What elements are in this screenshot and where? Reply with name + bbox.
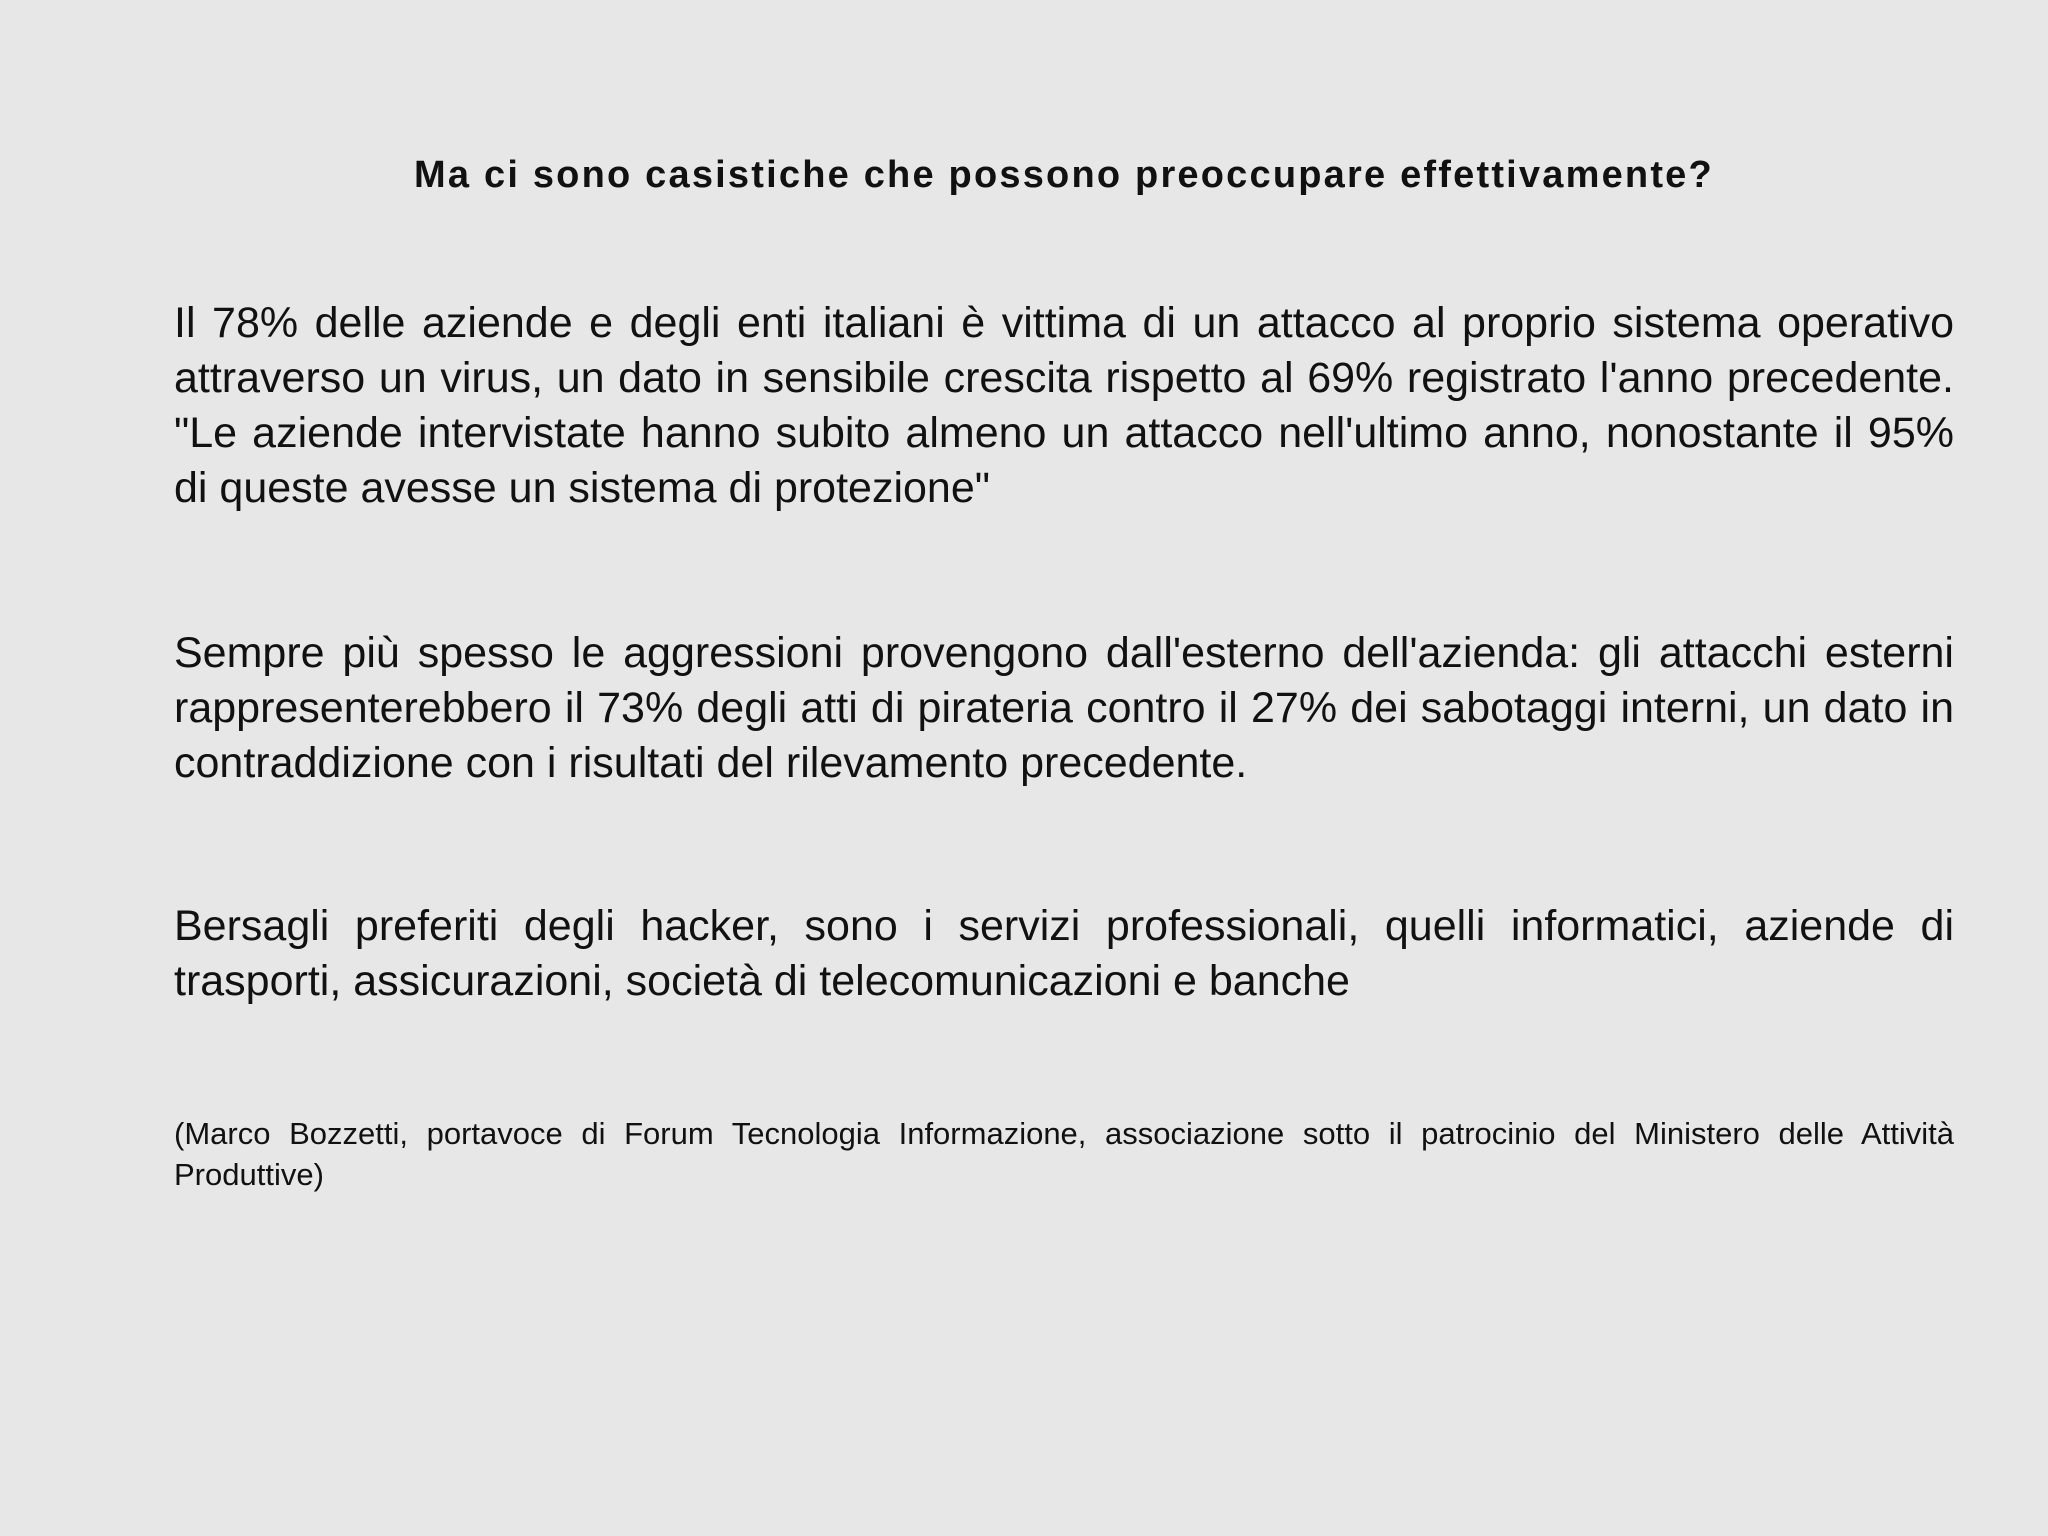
paragraph-external-attacks: Sempre più spesso le aggressioni provengono dall'esterno dell'azienda: gli attacchi esterni rappresenterebbero il 73% degli atti di pirateria contro il 27% dei sabotaggi interni, un dato in contraddizione con i risultati del rilevamento precedente. — [174, 629, 1954, 787]
paragraph-preferred-targets: Bersagli preferiti degli hacker, sono i servizi professionali, quelli informatici, aziende di trasporti, assicurazioni, società di telecomunicazioni e banche — [174, 902, 1954, 1005]
slide-title: Ma ci sono casistiche che possono preoccupare effettivamente? — [414, 154, 1714, 196]
source-note: (Marco Bozzetti, portavoce di Forum Tecnologia Informazione, associazione sotto il patrocinio del Ministero delle Attività Produttive) — [174, 1116, 1954, 1192]
paragraph-virus-attacks: Il 78% delle aziende e degli enti italiani è vittima di un attacco al proprio sistema operativo attraverso un virus, un dato in sensibile crescita rispetto al 69% registrato l'anno precedente. "Le aziende intervistate hanno subito almeno un attacco nell'ultimo anno, nonostante il 95% di queste avesse un sistema di protezione" — [174, 299, 1954, 512]
